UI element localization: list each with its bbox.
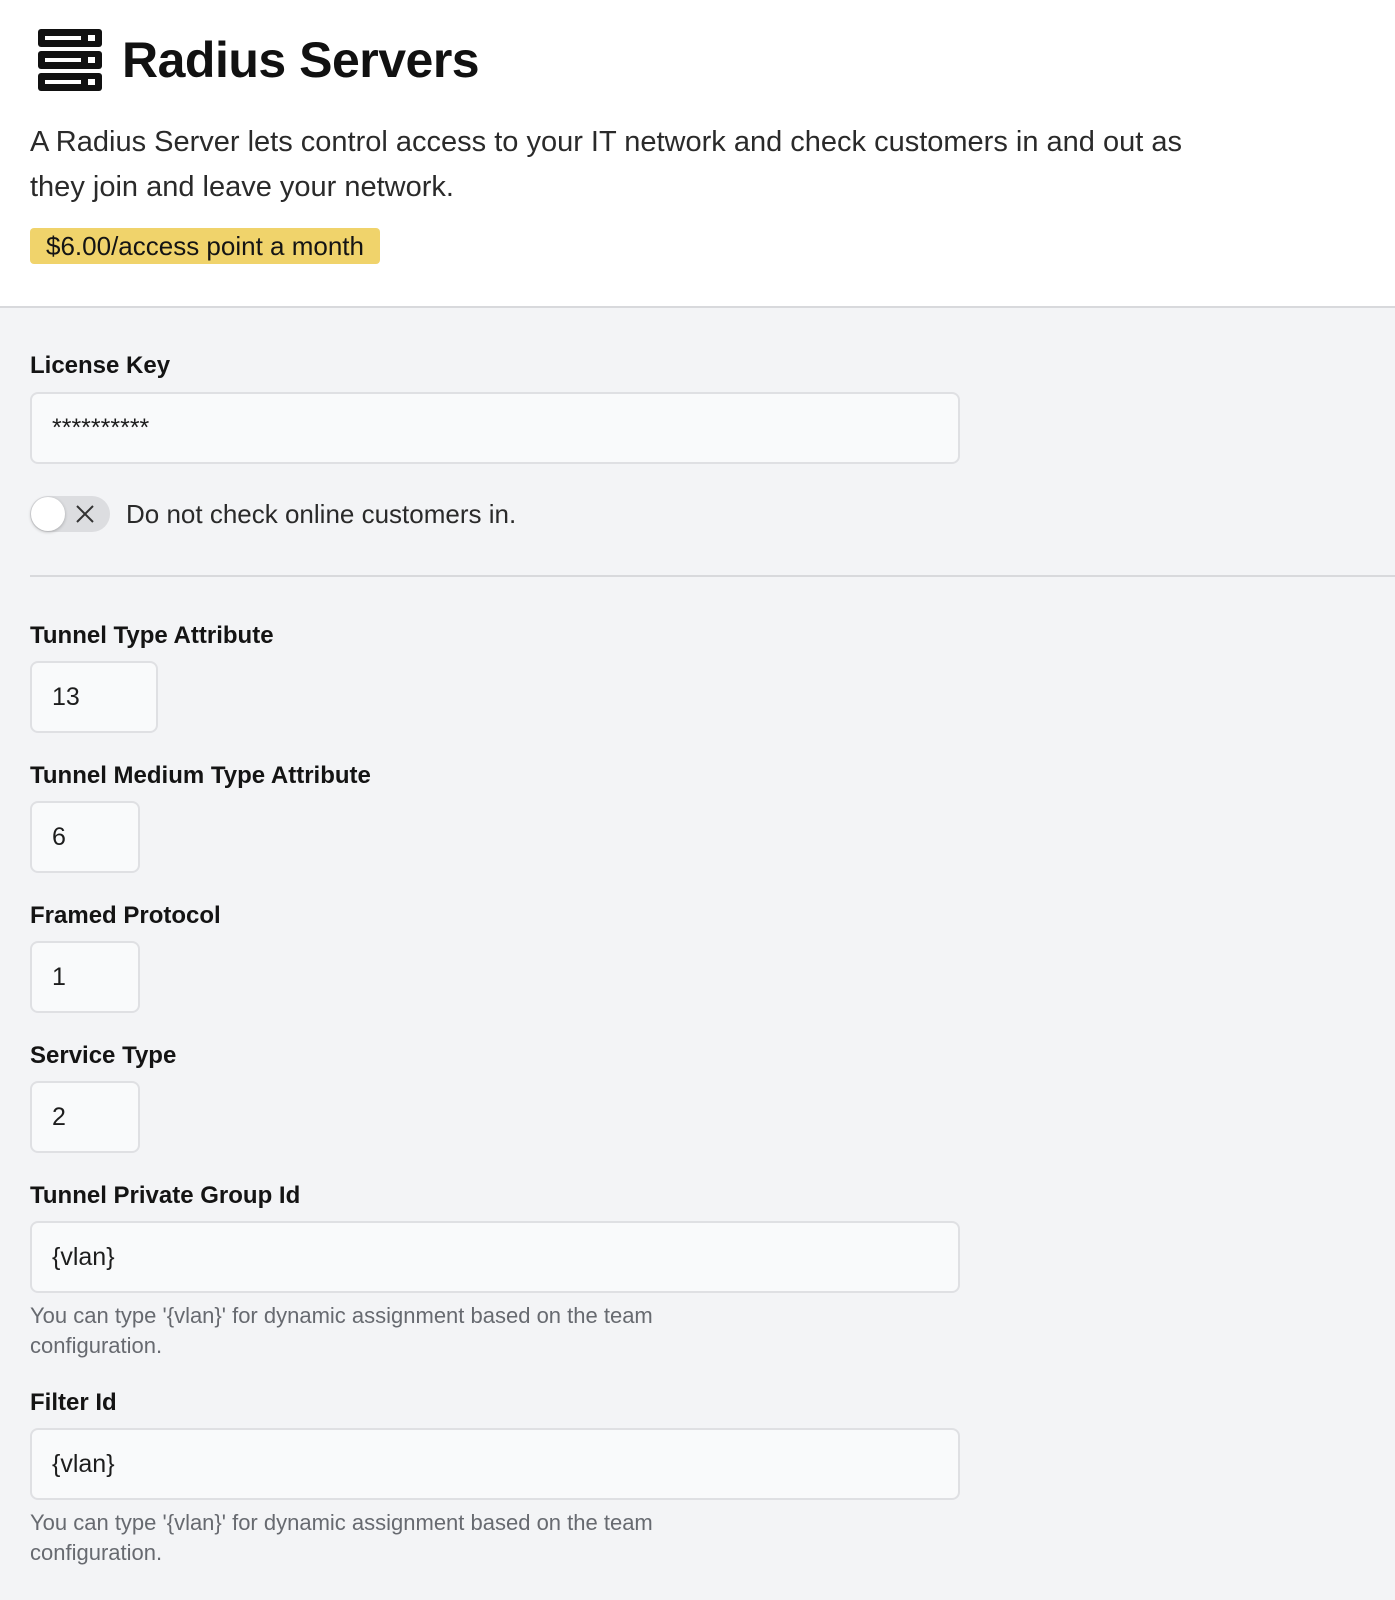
page-title: Radius Servers bbox=[122, 32, 480, 88]
tunnel-private-group-id-label: Tunnel Private Group Id bbox=[30, 1182, 301, 1209]
framed-protocol-label: Framed Protocol bbox=[30, 902, 221, 929]
service-type-label: Service Type bbox=[30, 1042, 177, 1069]
section-divider bbox=[30, 575, 1395, 577]
check-in-toggle[interactable] bbox=[30, 496, 110, 532]
title-row bbox=[36, 26, 479, 94]
settings-form bbox=[0, 308, 1395, 1600]
license-key-label: License Key bbox=[30, 352, 171, 379]
toggle-label: Do not check online customers in. bbox=[126, 499, 517, 529]
close-icon bbox=[74, 503, 96, 525]
page-description: A Radius Server lets control access to your IT network and check customers in and out as they join and leave your network. bbox=[30, 126, 1182, 203]
price-badge: $6.00/access point a month bbox=[30, 228, 380, 264]
service-type-input[interactable] bbox=[30, 1081, 140, 1153]
tunnel-type-input[interactable] bbox=[30, 661, 158, 733]
toggle-knob bbox=[31, 497, 65, 531]
page-header bbox=[0, 0, 1395, 308]
filter-id-help: You can type '{vlan}' for dynamic assignment based on the team configuration. bbox=[30, 1510, 653, 1565]
tunnel-type-label: Tunnel Type Attribute bbox=[30, 622, 274, 649]
filter-id-input[interactable] bbox=[30, 1428, 960, 1500]
tunnel-private-group-id-help: You can type '{vlan}' for dynamic assignment based on the team configuration. bbox=[30, 1303, 653, 1358]
framed-protocol-input[interactable] bbox=[30, 941, 140, 1013]
filter-id-label: Filter Id bbox=[30, 1389, 117, 1416]
tunnel-medium-type-label: Tunnel Medium Type Attribute bbox=[30, 762, 371, 789]
tunnel-private-group-id-input[interactable] bbox=[30, 1221, 960, 1293]
tunnel-medium-type-input[interactable] bbox=[30, 801, 140, 873]
license-key-input[interactable] bbox=[30, 392, 960, 464]
server-icon bbox=[36, 26, 104, 94]
